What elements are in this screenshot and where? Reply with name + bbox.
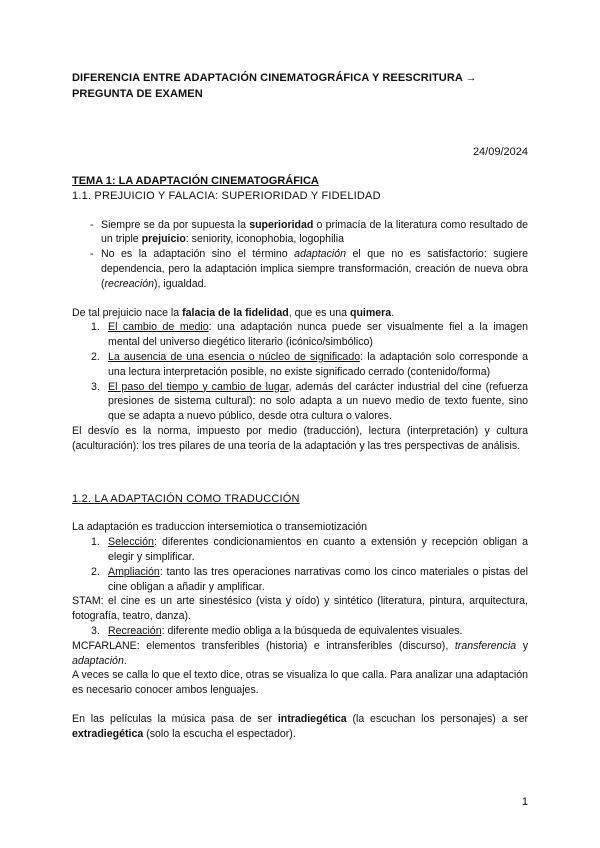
numbered-list <box>72 535 528 594</box>
document-body <box>72 174 528 742</box>
numbered-list <box>72 320 528 424</box>
tema-heading: TEMA 1: LA ADAPTACIÓN CINEMATOGRÁFICA <box>72 175 319 187</box>
desvio-paragraph: El desvío es la norma, impuesto por medio (traducción), lectura (interpretación) y cultura (aculturación): los tres pilares de una teoría de la adaptación y las tres perspectivas de análisis. <box>72 424 528 452</box>
falacia-paragraph: De tal prejuicio nace la falacia de la fidelidad, que es una quimera. <box>72 306 395 319</box>
numbered-item: 3. El paso del tiempo y cambio de lugar, además del carácter industrial del cine (refuerza presiones de sistema cultural): no solo adapta a un nuevo medio de texto fuente, sino que se adapta a nuevo público, desde otra cultura o valores. <box>91 380 528 423</box>
numbered-item: 3. Recreación: diferente medio obliga a la búsqueda de equivalentes visuales. <box>91 624 463 637</box>
bullet-item: - No es la adaptación sino el término adaptación el que no es satisfactorio: sugiere dependencia, pero la adaptación implica siempre transformación, creación de nueva obra (recreación), igualdad. <box>72 247 528 291</box>
section-heading-1-1: 1.1. PREJUICIO Y FALACIA: SUPERIORIDAD Y FIDELIDAD <box>72 189 381 202</box>
numbered-item: 2. Ampliación: tanto las tres operaciones narrativas como los cinco materiales o pistas del cine obligan a añadir y amplificar. <box>91 565 528 593</box>
stam-paragraph: STAM: el cine es un arte sinestésico (vista y oído) y sintético (literatura, pintura, arquitectura, fotografía, teatro, danza). <box>72 595 528 623</box>
numbered-list <box>72 624 528 639</box>
numbered-item: 2. La ausencia de una esencia o núcleo de significado: la adaptación solo corresponde a una lectura interpretación posible, no existe significado cerrado (contenido/forma) <box>91 350 528 378</box>
document-title: DIFERENCIA ENTRE ADAPTACIÓN CINEMATOGRÁFICA Y REESCRITURA → PREGUNTA DE EXAMEN <box>72 72 477 100</box>
numbered-item: 1. Selección: diferentes condicionamientos en cuanto a extensión y recepción obligan a elegir y simplificar. <box>91 536 528 563</box>
bullet-item: - Siempre se da por supuesta la superioridad o primacía de la literatura como resultado de un triple prejuicio: seniority, iconophobia, logophilia <box>72 218 528 248</box>
bullet-list <box>72 218 528 292</box>
musica-paragraph: En las películas la música pasa de ser intradiegética (la escuchan los personajes) a ser extradiegética (solo la escucha el espectador). <box>72 712 528 740</box>
date: 24/09/2024 <box>472 146 528 158</box>
section-heading-1-2: 1.2. LA ADAPTACIÓN COMO TRADUCCIÓN <box>72 492 300 505</box>
mcfarlane-paragraph: MCFARLANE: elementos transferibles (historia) e intransferibles (discurso), transferencia y adaptación. <box>72 639 528 667</box>
intro-paragraph: La adaptación es traduccion intersemiotica o transemiotización <box>72 521 368 534</box>
veces-paragraph: A veces se calla lo que el texto dice, otras se visualiza lo que calla. Para analizar una adaptación es necesario conocer ambos lenguajes. <box>72 669 528 697</box>
numbered-item: 1. El cambio de medio: una adaptación nunca puede ser visualmente fiel a la imagen mental del universo diegético literario (icónico/simbólico) <box>91 321 528 349</box>
page-number: 1 <box>521 796 528 808</box>
